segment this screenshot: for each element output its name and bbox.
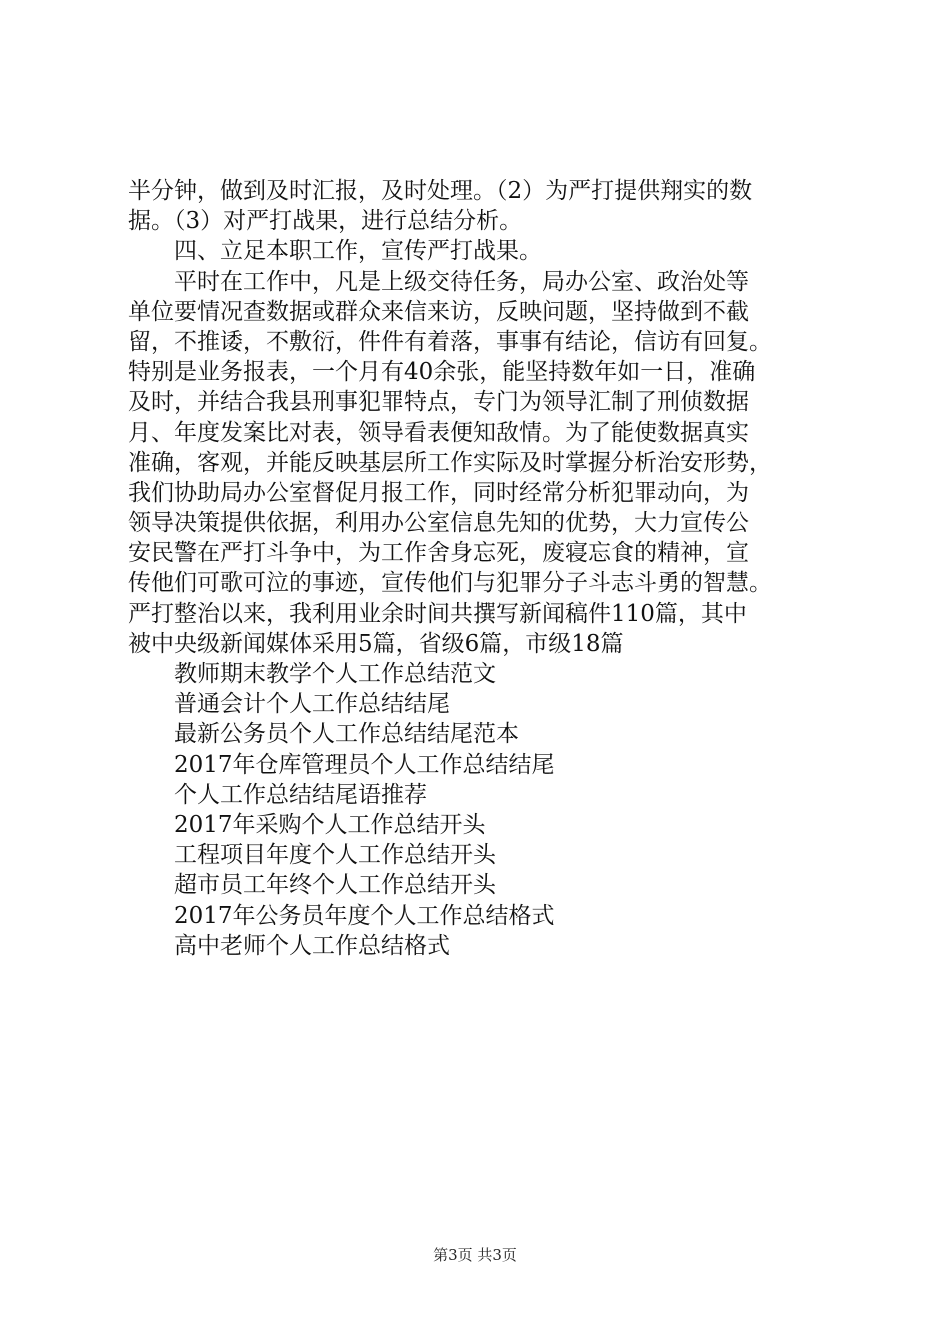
paragraph-line: 单位要情况查数据或群众来信来访，反映问题，坚持做到不截 xyxy=(128,298,749,325)
paragraph-line: 半分钟，做到及时汇报，及时处理。（2）为严打提供翔实的数 xyxy=(128,178,753,204)
related-link[interactable]: 个人工作总结结尾语推荐 xyxy=(174,781,427,808)
related-link[interactable]: 2017年仓库管理员个人工作总结结尾 xyxy=(174,751,555,778)
paragraph-line: 我们协助局办公室督促月报工作，同时经常分析犯罪动向，为 xyxy=(128,479,749,506)
paragraph-line: 留，不推诿，不敷衍，件件有着落，事事有结论，信访有回复。 xyxy=(128,328,772,355)
paragraph-line: 被中央级新闻媒体采用5篇，省级6篇，市级18篇 xyxy=(128,630,624,657)
paragraph-line: 特别是业务报表，一个月有40余张，能坚持数年如一日，准确 xyxy=(128,359,756,386)
paragraph-line: 月、年度发案比对表，领导看表便知敌情。为了能使数据真实 xyxy=(128,419,749,446)
paragraph-line: 据。（3）对严打战果，进行总结分析。 xyxy=(128,208,523,235)
section-heading: 四、立足本职工作，宣传严打战果。 xyxy=(174,238,542,265)
related-link[interactable]: 2017年采购个人工作总结开头 xyxy=(174,811,486,838)
paragraph-line: 传他们可歌可泣的事迹，宣传他们与犯罪分子斗志斗勇的智慧。 xyxy=(128,570,772,597)
page-footer xyxy=(0,1244,950,1265)
document-body xyxy=(128,176,840,961)
paragraph-line: 严打整治以来，我利用业余时间共撰写新闻稿件110篇，其中 xyxy=(128,600,747,627)
paragraph-line: 领导决策提供依据，利用办公室信息先知的优势，大力宣传公 xyxy=(128,510,749,537)
related-link[interactable]: 超市员工年终个人工作总结开头 xyxy=(174,872,496,899)
paragraph-line: 及时，并结合我县刑事犯罪特点，专门为领导汇制了刑侦数据 xyxy=(128,389,749,416)
related-link[interactable]: 高中老师个人工作总结格式 xyxy=(174,932,450,959)
page-number: 第3页 共3页 xyxy=(433,1246,517,1264)
paragraph-line: 安民警在严打斗争中，为工作舍身忘死，废寝忘食的精神，宣 xyxy=(128,540,749,567)
related-link[interactable]: 教师期末教学个人工作总结范文 xyxy=(174,661,496,687)
related-link[interactable]: 最新公务员个人工作总结结尾范本 xyxy=(174,721,519,748)
paragraph-line: 准确，客观，并能反映基层所工作实际及时掌握分析治安形势， xyxy=(128,449,772,476)
related-link[interactable]: 工程项目年度个人工作总结开头 xyxy=(174,842,496,869)
related-link[interactable]: 普通会计个人工作总结结尾 xyxy=(174,691,450,718)
paragraph-line: 平时在工作中，凡是上级交待任务，局办公室、政治处等 xyxy=(174,268,749,295)
related-link[interactable]: 2017年公务员年度个人工作总结格式 xyxy=(174,902,555,929)
